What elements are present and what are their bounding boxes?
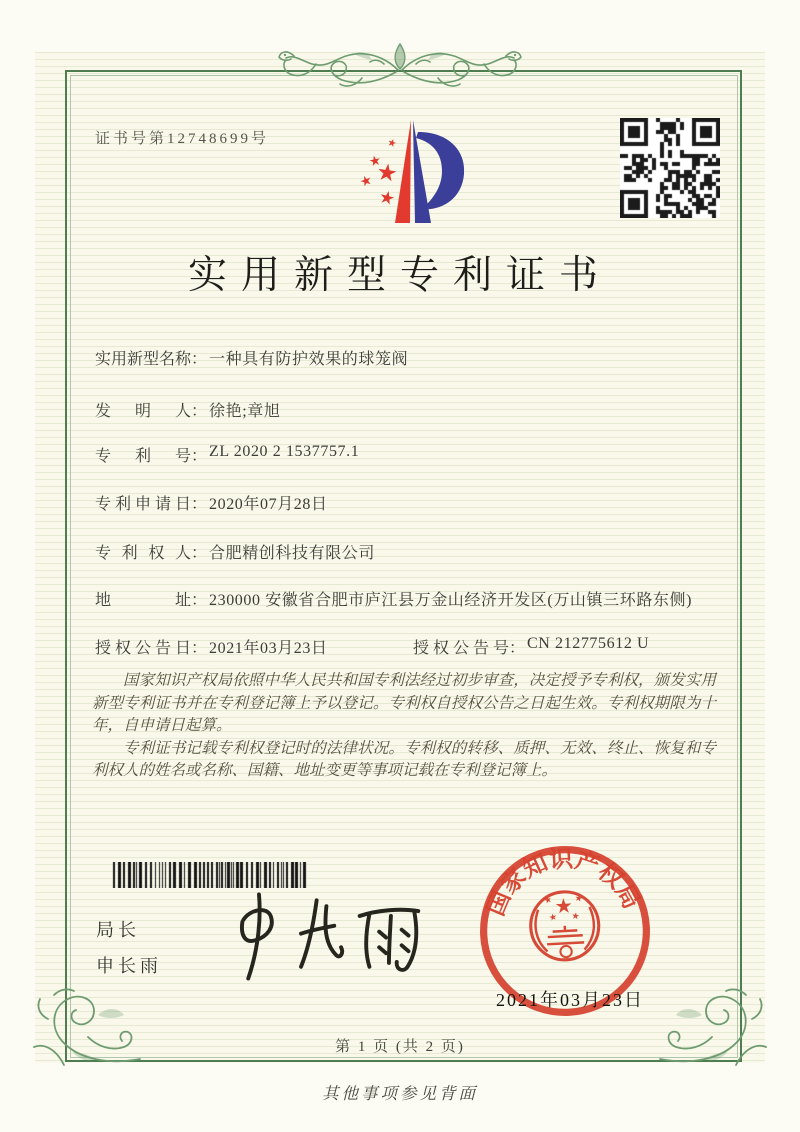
qr-code: [620, 118, 720, 218]
legal-paragraph-1: 国家知识产权局依照中华人民共和国专利法经过初步审查，决定授予专利权，颁发实用新型专利证书并在专利登记簿上予以登记。专利权自授权公告之日起生效。专利权期限为十年，自申请日起算。: [92, 672, 716, 735]
seal-date: 2021年03月23日: [496, 990, 644, 1010]
field-row-patentee: 专利权人： 合肥精创科技有限公司: [95, 540, 375, 563]
field-row-grant: 授权公告日： 2021年03月23日 授权公告号： CN 212775612 U: [95, 635, 650, 657]
field-value: 合肥精创科技有限公司: [209, 545, 376, 562]
corner-flourish-icon: [28, 985, 148, 1070]
page-number: 第 1 页 (共 2 页): [335, 1039, 465, 1055]
field-row-address: 地址： 230000 安徽省合肥市庐江县万金山经济开发区(万山镇三环路东侧): [95, 587, 714, 614]
seal-ring-text: 国家知识产权局: [483, 846, 645, 920]
cnipa-logo-icon: [342, 110, 472, 235]
field-row-inventor: 发明人： 徐艳;章旭: [95, 398, 280, 421]
field-row-filing-date: 专利申请日： 2020年07月28日: [95, 491, 328, 514]
signer-title: 局长: [96, 920, 140, 940]
field-row-patent-no: 专利号： ZL 2020 2 1537757.1: [95, 443, 360, 465]
field-label: 专利号: [95, 448, 191, 465]
field-label: 实用新型名称: [95, 351, 192, 368]
field-value: CN 212775612 U: [527, 635, 650, 652]
certificate-title: 实用新型专利证书: [187, 254, 612, 297]
field-value: 230000 安徽省合肥市庐江县万金山经济开发区(万山镇三环路东侧): [209, 592, 693, 609]
legal-text: [92, 670, 716, 783]
field-row-name: 实用新型名称： 一种具有防护效果的球笼阀: [95, 346, 408, 369]
director-signature-icon: [215, 885, 430, 990]
field-label: 发明人: [95, 403, 191, 420]
back-note: 其他事项参见背面: [322, 1084, 478, 1103]
field-label: 地址: [95, 592, 191, 609]
field-label: 专利申请日: [95, 496, 191, 513]
field-value: 2020年07月28日: [209, 496, 328, 513]
field-value: ZL 2020 2 1537757.1: [209, 443, 360, 460]
signer-name: 申长雨: [96, 956, 162, 976]
field-value: 徐艳;章旭: [209, 403, 281, 420]
field-label: 授权公告日: [95, 640, 191, 657]
field-value: 2021年03月23日: [209, 640, 328, 657]
field-label: 专利权人: [95, 545, 191, 562]
certificate-number: 证书号第12748699号: [95, 131, 270, 147]
field-value: 一种具有防护效果的球笼阀: [209, 351, 409, 368]
legal-paragraph-2: 专利证书记载专利权登记时的法律状况。专利权的转移、质押、无效、终止、恢复和专利权人的姓名或名称、国籍、地址变更等事项记载在专利登记簿上。: [92, 739, 716, 780]
field-label: 授权公告号: [413, 640, 509, 657]
top-ornament-icon: [278, 30, 522, 102]
